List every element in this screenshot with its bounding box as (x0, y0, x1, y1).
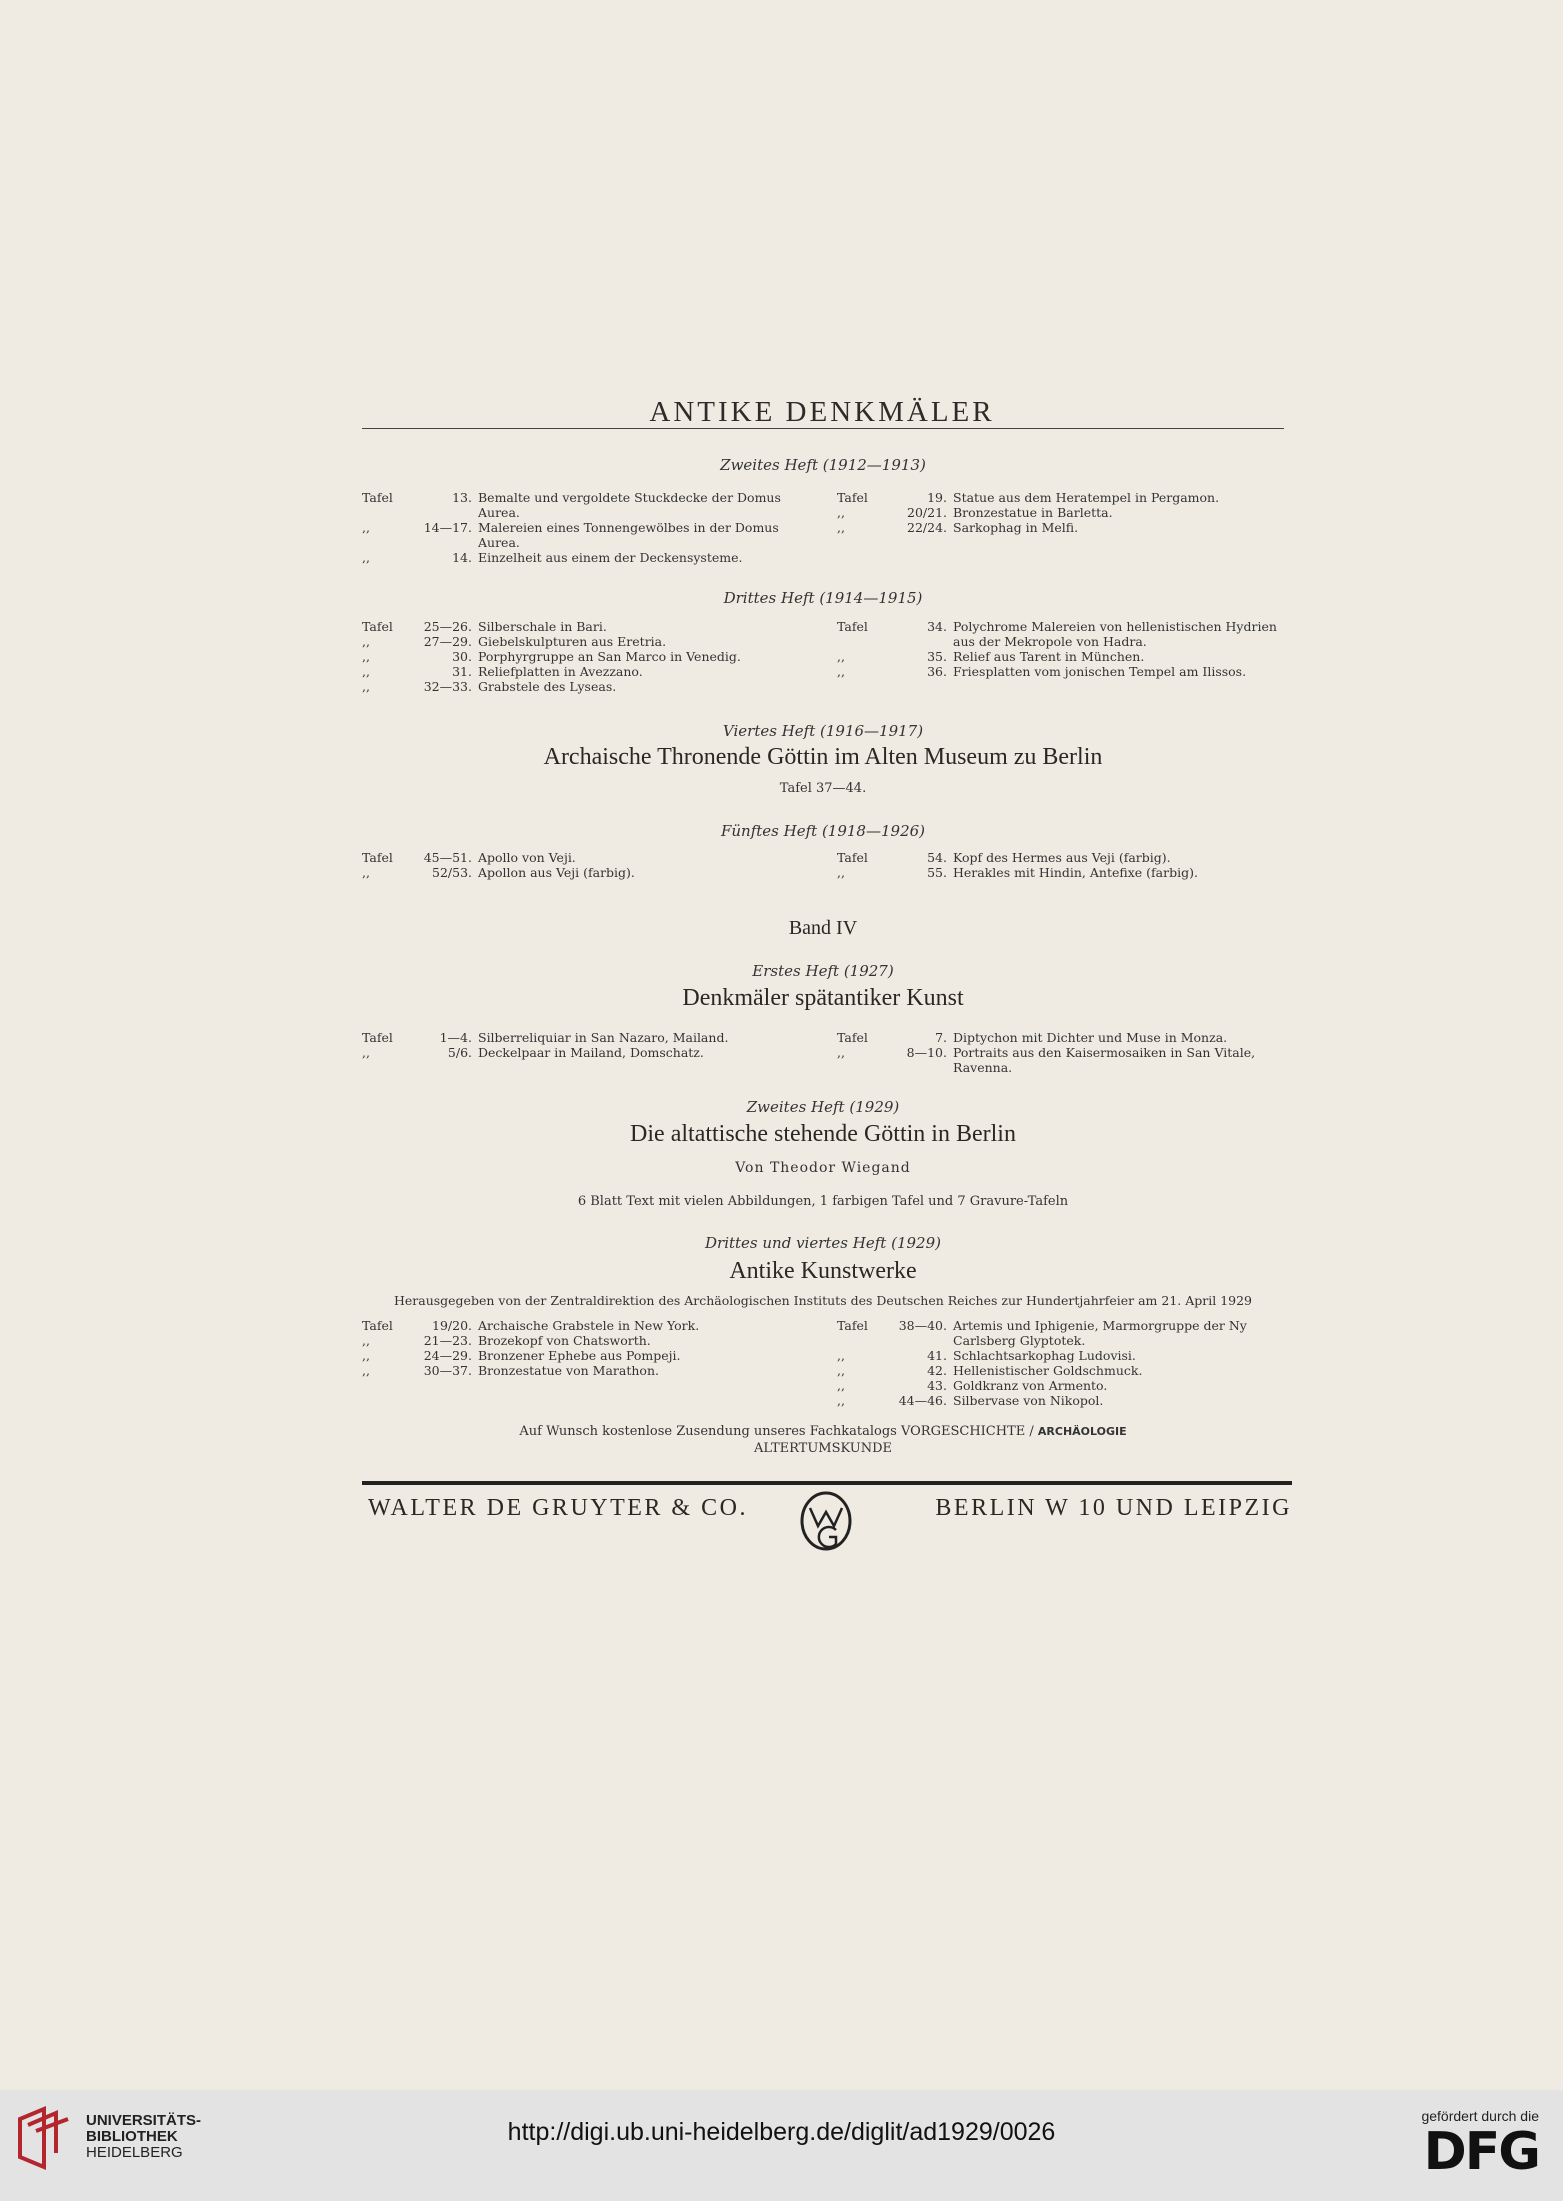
title-altattische-goettin: Die altattische stehende Göttin in Berlin (630, 1121, 1016, 1147)
s1-left-column (362, 490, 822, 565)
tafel-number: 30. (452, 649, 472, 664)
tafel-entry-continued: Carlsberg Glyptotek. (953, 1333, 1086, 1348)
tafel-prefix: ,, (362, 649, 370, 664)
tafel-prefix: ,, (362, 550, 370, 565)
tafel-prefix: Tafel (837, 1030, 868, 1045)
dfg-mark: DFG (1423, 2122, 1539, 2182)
tafel-prefix: ,, (362, 1333, 370, 1348)
tafel-number: 19. (927, 490, 947, 505)
tafel-entry (837, 1393, 1297, 1408)
tafel-number: 44—46. (898, 1393, 947, 1408)
tafel-prefix: ,, (837, 1348, 845, 1363)
tafel-number: 35. (927, 649, 947, 664)
tafel-prefix: Tafel (362, 619, 393, 634)
catalog-notice: Auf Wunsch kostenlose Zusendung unseres Fachkatalogs VORGESCHICHTE / ARCHÄOLOGIE (519, 1424, 1127, 1439)
tafel-description: Artemis und Iphigenie, Marmorgruppe der Ny (953, 1318, 1247, 1333)
tafel-entry (837, 649, 1297, 664)
tafel-number: 5/6. (447, 1045, 472, 1060)
tafel-prefix: ,, (837, 505, 845, 520)
tafel-description: Silberreliquiar in San Nazaro, Mailand. (478, 1030, 729, 1045)
tafel-description: Portraits aus den Kaisermosaiken in San Vitale, (953, 1045, 1256, 1060)
tafel-entry (362, 850, 822, 865)
catalog-notice-2: ALTERTUMSKUNDE (753, 1441, 893, 1456)
tafel-number: 27—29. (423, 634, 472, 649)
title-spaetantiker-kunst: Denkmäler spätantiker Kunst (682, 985, 964, 1011)
s4-left-column (362, 850, 822, 880)
tafel-description: Bemalte und vergoldete Stuckdecke der Domus (478, 490, 781, 505)
tafel-number: 13. (452, 490, 472, 505)
tafel-entry (362, 550, 822, 565)
heft-heading-5: Erstes Heft (1927) (752, 962, 894, 980)
publisher-name: WALTER DE GRUYTER & CO. (368, 1495, 748, 1521)
s5-left-column (362, 1030, 822, 1060)
tafel-number: 22/24. (907, 520, 947, 535)
tafel-entry (362, 865, 822, 880)
tafel-entry (837, 865, 1297, 880)
tafel-entry (837, 850, 1297, 865)
tafel-number: 14. (452, 550, 472, 565)
s7-left-column (362, 1318, 822, 1378)
tafel-number: 42. (927, 1363, 947, 1378)
s4-right-column (837, 850, 1297, 880)
tafel-number: 7. (935, 1030, 947, 1045)
tafel-entry (362, 1333, 822, 1348)
heft-heading-3: Viertes Heft (1916—1917) (722, 722, 924, 740)
tafel-description: Reliefplatten in Avezzano. (478, 664, 643, 679)
tafel-description: Archaische Grabstele in New York. (478, 1318, 700, 1333)
s1-right-column (837, 490, 1297, 535)
tafel-entry (837, 490, 1297, 505)
tafel-prefix: ,, (837, 1393, 845, 1408)
tafel-number: 52/53. (432, 865, 472, 880)
editor-line: Herausgegeben von der Zentraldirektion des Archäologischen Instituts des Deutschen Reiches zur Hundertjahrfeier am 21. April 1929 (393, 1293, 1253, 1308)
heft-heading-4: Fünftes Heft (1918—1926) (720, 822, 926, 840)
tafel-entry (362, 1318, 822, 1333)
tafel-prefix: Tafel (362, 850, 393, 865)
tafel-number: 8—10. (906, 1045, 947, 1060)
tafel-entry (837, 1363, 1297, 1378)
tafel-number: 25—26. (423, 619, 472, 634)
tafel-description: Bronzestatue von Marathon. (478, 1363, 659, 1378)
tafel-prefix: ,, (837, 1363, 845, 1378)
tafel-entry (362, 520, 822, 535)
tafel-entry-continued: Ravenna. (953, 1060, 1013, 1075)
tafel-entry (837, 1378, 1297, 1393)
tafel-description: Friesplatten vom jonischen Tempel am Ilissos. (953, 664, 1247, 679)
tafel-prefix: ,, (837, 1045, 845, 1060)
tafel-description: Apollo von Veji. (478, 850, 576, 865)
tafel-prefix: ,, (362, 1363, 370, 1378)
tafel-entry (362, 619, 822, 634)
tafel-prefix: ,, (362, 1045, 370, 1060)
tafel-entry (362, 664, 822, 679)
tafel-description: Kopf des Hermes aus Veji (farbig). (953, 850, 1171, 865)
tafel-prefix: Tafel (362, 1318, 393, 1333)
tafel-entry (837, 619, 1297, 634)
tafel-entry (362, 649, 822, 664)
tafel-number: 32—33. (423, 679, 472, 694)
tafel-number: 55. (927, 865, 947, 880)
tafel-prefix: Tafel (837, 850, 868, 865)
description-line: 6 Blatt Text mit vielen Abbildungen, 1 farbigen Tafel und 7 Gravure-Tafeln (577, 1194, 1069, 1209)
tafel-entry (837, 1318, 1297, 1333)
tafel-number: 45—51. (423, 850, 472, 865)
tafel-description: Polychrome Malereien von hellenistischen Hydrien (953, 619, 1277, 634)
tafel-prefix: ,, (837, 664, 845, 679)
tafel-prefix: ,, (362, 520, 370, 535)
tafel-entry-continued: Aurea. (478, 505, 520, 520)
tafel-number: 20/21. (907, 505, 947, 520)
heft-heading-6: Zweites Heft (1929) (746, 1098, 900, 1116)
tafel-entry (362, 1363, 822, 1378)
publisher-cities: BERLIN W 10 UND LEIPZIG (935, 1495, 1292, 1521)
band-heading: Band IV (788, 917, 858, 939)
tafel-description: Sarkophag in Melfi. (953, 520, 1079, 535)
tafel-number: 54. (927, 850, 947, 865)
tafel-number: 24—29. (423, 1348, 472, 1363)
tafel-number: 38—40. (898, 1318, 947, 1333)
tafel-description: Goldkranz von Armento. (953, 1378, 1108, 1393)
tafel-prefix: ,, (362, 664, 370, 679)
tafel-number: 19/20. (432, 1318, 472, 1333)
tafel-prefix: Tafel (837, 490, 868, 505)
tafel-number: 36. (927, 664, 947, 679)
tafel-description: Brozekopf von Chatsworth. (478, 1333, 651, 1348)
tafel-description: Statue aus dem Heratempel in Pergamon. (953, 490, 1220, 505)
funded-by-label: gefördert durch die (1421, 2108, 1539, 2124)
s2-left-column (362, 619, 822, 694)
tafel-number: 21—23. (423, 1333, 472, 1348)
tafel-prefix: Tafel (837, 1318, 868, 1333)
tafel-description: Giebelskulpturen aus Eretria. (478, 634, 667, 649)
tafel-description: Silberschale in Bari. (478, 619, 607, 634)
tafel-number: 41. (927, 1348, 947, 1363)
tafel-prefix: Tafel (362, 490, 393, 505)
tafel-prefix: ,, (362, 679, 370, 694)
tafel-description: Schlachtsarkophag Ludovisi. (953, 1348, 1136, 1363)
tafel-entry (362, 490, 822, 505)
s2-right-column (837, 619, 1297, 679)
tafel-entry (837, 505, 1297, 520)
library-name: UNIVERSITÄTS- BIBLIOTHEK HEIDELBERG (86, 2112, 202, 2161)
page-title: ANTIKE DENKMÄLER (649, 396, 995, 428)
tafel-prefix: ,, (362, 1348, 370, 1363)
tafel-entry-continued: aus der Mekropole von Hadra. (953, 634, 1147, 649)
tafel-prefix: Tafel (837, 619, 868, 634)
tafel-number: 14—17. (423, 520, 472, 535)
tafel-description: Herakles mit Hindin, Antefixe (farbig). (953, 865, 1198, 880)
title-thronende-goettin: Archaische Thronende Göttin im Alten Museum zu Berlin (543, 744, 1103, 770)
tafel-description: Hellenistischer Goldschmuck. (953, 1363, 1143, 1378)
page-url-link[interactable]: http://digi.ub.uni-heidelberg.de/diglit/ad1929/0026 (507, 2118, 1056, 2146)
tafel-number: 31. (452, 664, 472, 679)
tafel-entry (837, 664, 1297, 679)
tafel-description: Diptychon mit Dichter und Muse in Monza. (953, 1030, 1228, 1045)
tafel-prefix: ,, (837, 649, 845, 664)
tafel-description: Silbervase von Nikopol. (953, 1393, 1104, 1408)
tafel-entry (362, 1030, 822, 1045)
tafel-prefix: Tafel (362, 1030, 393, 1045)
publisher-rule (362, 1481, 1292, 1485)
tafel-description: Apollon aus Veji (farbig). (478, 865, 635, 880)
tafel-entry (837, 520, 1297, 535)
tafel-prefix: ,, (362, 634, 370, 649)
tafel-number: 1—4. (439, 1030, 472, 1045)
s7-right-column (837, 1318, 1297, 1408)
tafel-prefix: ,, (837, 865, 845, 880)
tafel-number: 43. (927, 1378, 947, 1393)
tafel-description: Deckelpaar in Mailand, Domschatz. (478, 1045, 704, 1060)
s5-right-column (837, 1030, 1297, 1075)
author-line: Von Theodor Wiegand (735, 1160, 911, 1176)
tafel-prefix: ,, (837, 520, 845, 535)
tafel-entry-continued: Aurea. (478, 535, 520, 550)
tafel-number: 34. (927, 619, 947, 634)
tafel-description: Porphyrgruppe an San Marco in Venedig. (478, 649, 741, 664)
title-antike-kunstwerke: Antike Kunstwerke (729, 1258, 917, 1284)
tafel-entry (362, 679, 822, 694)
tafel-entry (362, 1045, 822, 1060)
tafel-prefix: ,, (837, 1378, 845, 1393)
tafel-entry (362, 634, 822, 649)
dfg-logo[interactable] (1369, 2108, 1539, 2180)
tafel-description: Malereien eines Tonnengewölbes in der Domus (478, 520, 779, 535)
tafel-range: Tafel 37—44. (779, 781, 867, 796)
tafel-description: Relief aus Tarent in München. (953, 649, 1145, 664)
tafel-description: Grabstele des Lyseas. (478, 679, 617, 694)
heft-heading-1: Zweites Heft (1912—1913) (720, 456, 926, 474)
tafel-number: 30—37. (423, 1363, 472, 1378)
tafel-prefix: ,, (362, 865, 370, 880)
publisher-logo-icon (798, 1486, 854, 1552)
tafel-entry (837, 1348, 1297, 1363)
heft-heading-2: Drittes Heft (1914—1915) (723, 589, 923, 607)
tafel-entry (362, 1348, 822, 1363)
tafel-description: Bronzestatue in Barletta. (953, 505, 1113, 520)
tafel-description: Bronzener Ephebe aus Pompeji. (478, 1348, 681, 1363)
tafel-entry (837, 1045, 1297, 1060)
tafel-description: Einzelheit aus einem der Deckensysteme. (478, 550, 743, 565)
title-rule (362, 428, 1284, 429)
tafel-entry (837, 1030, 1297, 1045)
heft-heading-7: Drittes und viertes Heft (1929) (705, 1234, 941, 1252)
